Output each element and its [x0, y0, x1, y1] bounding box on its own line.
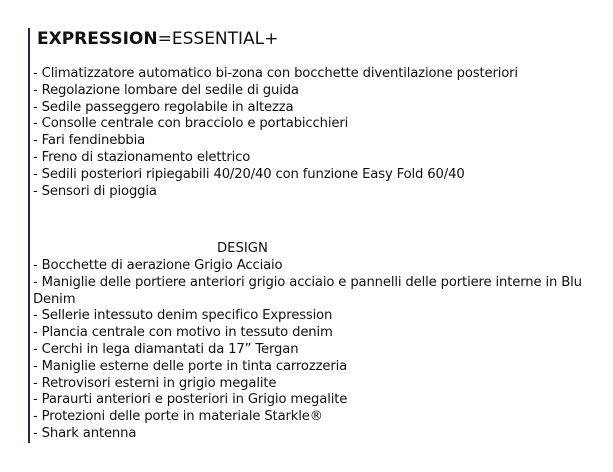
list-item: - Sedili posteriori ripiegabili 40/20/40 con funzione Easy Fold 60/40: [33, 166, 465, 182]
list-item: - Shark antenna: [33, 425, 137, 441]
list-item: - Freno di stazionamento elettrico: [33, 149, 251, 165]
design-section-title: DESIGN: [217, 241, 268, 256]
trim-name: EXPRESSION: [37, 29, 158, 49]
list-item: - Bocchette di aerazione Grigio Acciaio: [33, 258, 283, 273]
list-item: - Retrovisori esterni in grigio megalite: [33, 375, 277, 391]
list-item: - Maniglie esterne delle porte in tinta carrozzeria: [33, 358, 348, 374]
list-item: - Cerchi in lega diamantati da 17” Tergan: [33, 341, 299, 357]
list-item: - Climatizzatore automatico bi-zona con bocchette diventilazione posteriori: [33, 66, 518, 81]
trim-base: =ESSENTIAL+: [157, 29, 279, 49]
list-item: - Sensori di pioggia: [33, 183, 157, 199]
vertical-divider: [28, 28, 30, 443]
list-item: - Consolle centrale con bracciolo e portabicchieri: [33, 116, 349, 132]
list-item: - Sedile passeggero regolabile in altezza: [33, 99, 294, 115]
list-item: - Fari fendinebbia: [33, 133, 146, 149]
list-item: - Sellerie intessuto denim specifico Expression: [33, 308, 333, 324]
list-item: - Plancia centrale con motivo in tessuto denim: [33, 325, 333, 341]
list-item: - Protezioni delle porte in materiale Starkle®: [33, 409, 323, 425]
equipment-list: [33, 66, 518, 200]
list-item: - Maniglie delle portiere anteriori grigio acciaio e pannelli delle portiere interne in Blu Denim: [33, 274, 582, 307]
design-list: [33, 258, 593, 443]
list-item: - Paraurti anteriori e posteriori in Grigio megalite: [33, 392, 348, 408]
list-item: - Regolazione lombare del sedile di guida: [33, 82, 299, 98]
trim-heading: [37, 28, 278, 50]
